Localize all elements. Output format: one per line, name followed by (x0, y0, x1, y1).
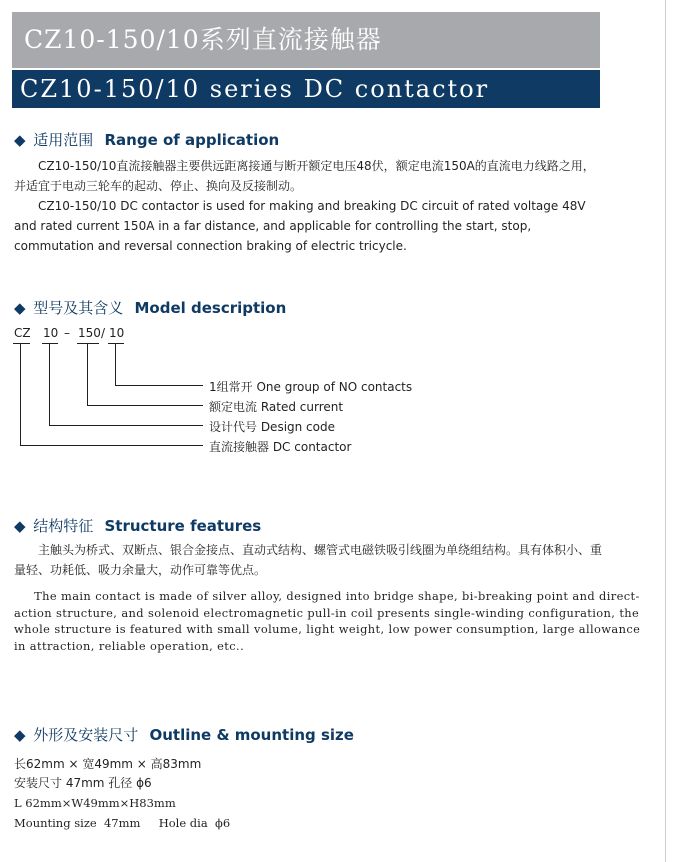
heading-cn: 型号及其含义 (33, 299, 124, 317)
section-heading-application (14, 129, 279, 150)
heading-en: Outline & mounting size (149, 726, 354, 744)
model-item-rated-current: 额定电流 Rated current (209, 400, 344, 414)
application-paragraph-cn: CZ10-150/10直流接触器主要供远距离接通与断开额定电压48伏，额定电流150A的直流电力线路之用，并适宜于电动三轮车的起动、停止、换向及反接制动。 (14, 159, 595, 193)
heading-en: Model description (134, 299, 287, 317)
heading-cn: 外形及安装尺寸 (33, 726, 139, 744)
title-cn: CZ10-150/10系列直流接触器 (24, 25, 382, 54)
section-heading-outline (14, 724, 354, 745)
outline-dimensions-en: L 62mm×W49mm×H83mm (14, 796, 176, 810)
model-code-slash: / (101, 326, 106, 340)
diamond-bullet-icon: ◆ (14, 517, 26, 535)
model-code-150: 150 (78, 326, 101, 340)
page-edge-line (665, 0, 666, 862)
diamond-bullet-icon: ◆ (14, 131, 26, 149)
model-item-design-code: 设计代号 Design code (209, 420, 336, 434)
application-paragraph-en: CZ10-150/10 DC contactor is used for making and breaking DC circuit of rated voltage 48V and rated current 150A in a far distance, and applicable for controlling the start, stop, commutation and reversal connection braking of electric tricycle. (14, 199, 586, 253)
diamond-bullet-icon: ◆ (14, 299, 26, 317)
section-heading-model (14, 297, 286, 318)
model-code-cz: CZ (14, 326, 31, 340)
model-item-contacts: 1组常开 One group of NO contacts (209, 380, 413, 394)
model-code-last: 10 (109, 326, 125, 340)
structure-paragraph-cn: 主触头为桥式、双断点、银合金接点、直动式结构、螺管式电磁铁吸引线圈为单绕组结构。具有体积小、重量轻、功耗低、吸力余量大，动作可靠等优点。 (14, 543, 603, 577)
heading-en: Structure features (104, 517, 262, 535)
model-code-10: 10 (43, 326, 59, 340)
structure-line-3: whole structure is featured with small volume, light weight, low power consumption, large allowance (14, 622, 641, 636)
outline-mounting-cn: 安装尺寸 47mm 孔径 ϕ6 (14, 776, 152, 790)
title-cn-banner (12, 12, 600, 68)
heading-cn: 适用范围 (33, 131, 94, 149)
outline-dimensions-cn: 长62mm × 宽49mm × 高83mm (14, 757, 202, 771)
heading-en: Range of application (104, 131, 280, 149)
structure-line-2: action structure, and solenoid electromagnetic pull-in coil presents single-winding configuration, the (14, 605, 640, 620)
structure-line-4: in attraction, reliable operation, etc.. (14, 638, 245, 653)
title-en: CZ10-150/10 series DC contactor (20, 75, 490, 103)
heading-cn: 结构特征 (33, 517, 94, 535)
model-item-dc-contactor: 直流接触器 DC contactor (209, 440, 352, 454)
diamond-bullet-icon: ◆ (14, 726, 26, 744)
outline-mounting-en: Mounting size 47mm Hole dia ϕ6 (14, 816, 231, 830)
title-en-banner (12, 70, 600, 108)
structure-line-1: The main contact is made of silver alloy, designed into bridge shape, bi-breaking point and direct- (14, 589, 640, 603)
model-code-dash: – (64, 326, 70, 340)
section-heading-structure (14, 515, 261, 536)
